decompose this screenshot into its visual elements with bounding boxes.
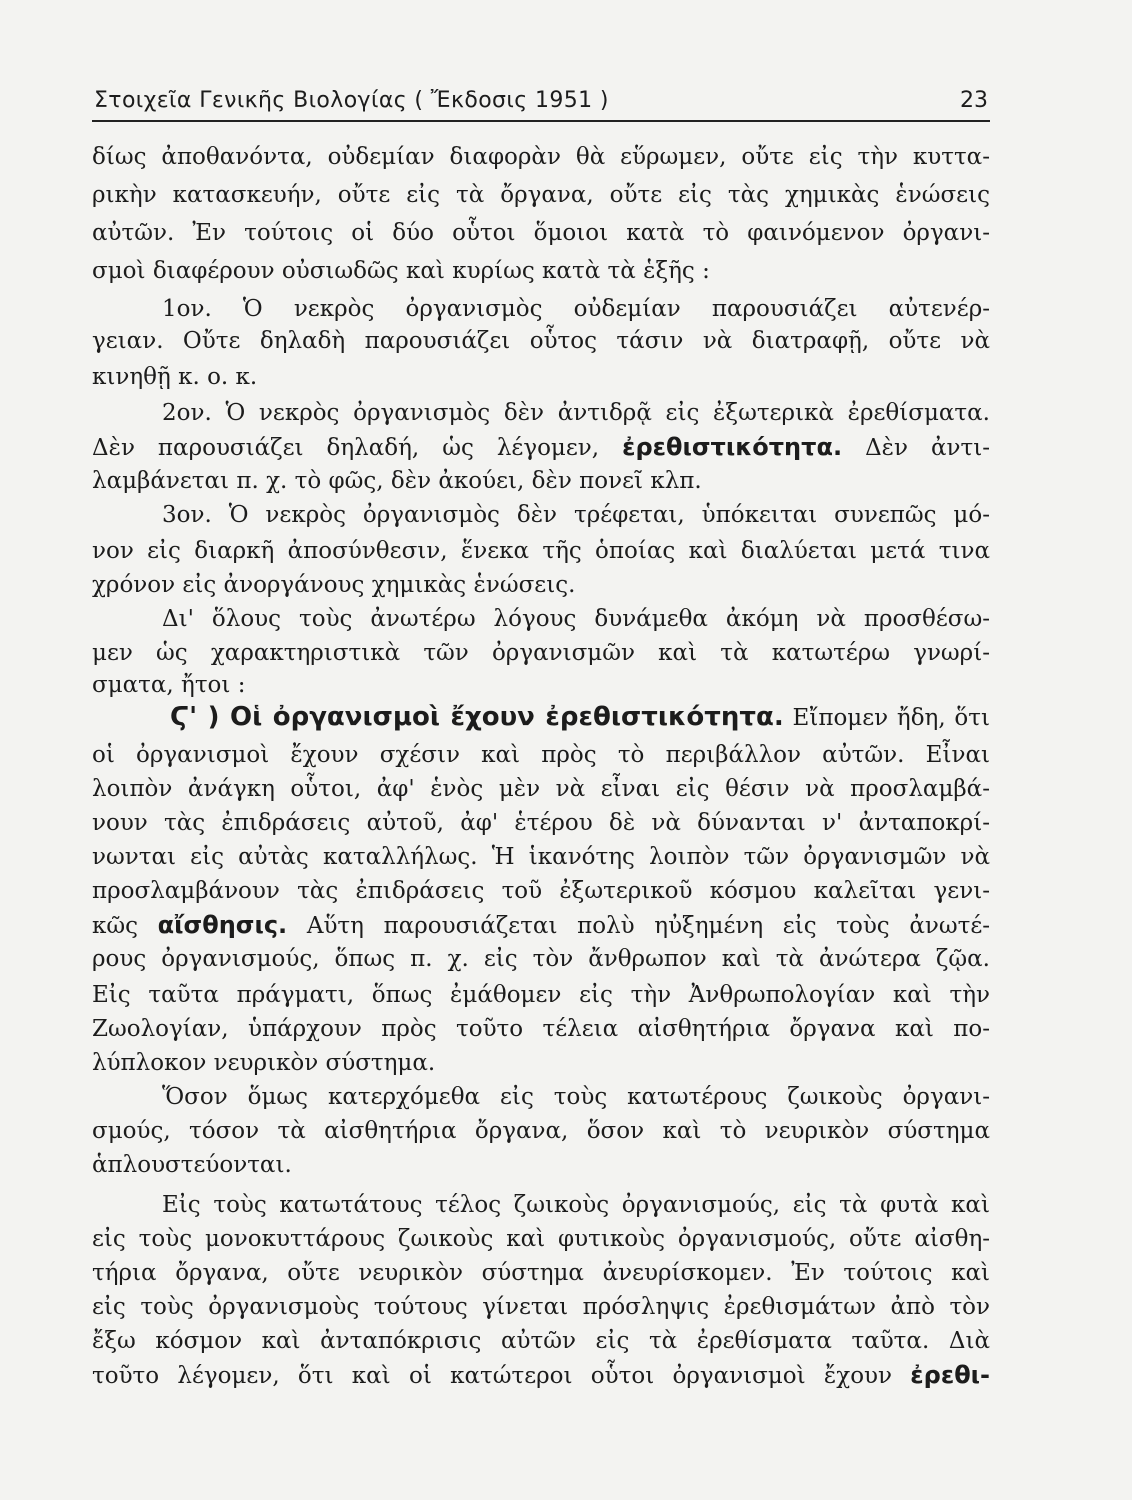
text-line: λύπλοκον νευρικὸν σύστημα. (92, 1050, 436, 1076)
text-line (92, 432, 990, 463)
text-line: ἁπλουστεύονται. (92, 1152, 292, 1178)
text-line (92, 910, 990, 941)
text-run: Δὲν παρουσιάζει δηλαδή, ὡς λέγομεν, (92, 435, 600, 461)
text-run: τοῦτο λέγομεν, ὅτι καὶ οἱ κατώτεροι οὗτοι ὀργανισμοὶ ἔχουν (92, 1363, 893, 1389)
emphasis-term: αἴσθησις. (157, 911, 288, 939)
text-line: εἰς τοὺς μονοκυττάρους ζωικοὺς καὶ φυτικοὺς ὀργανισμούς, οὔτε αἰσθη- (92, 1226, 990, 1252)
text-line: σμοὶ διαφέρουν οὐσιωδῶς καὶ κυρίως κατὰ τὰ ἑξῆς : (92, 258, 710, 284)
running-header (92, 86, 990, 122)
text-line: αὐτῶν. Ἐν τούτοις οἱ δύο οὗτοι ὅμοιοι κατὰ τὸ φαινόμενον ὀργανι- (92, 220, 990, 246)
page-number: 23 (960, 88, 988, 113)
text-line: λαμβάνεται π. χ. τὸ φῶς, δὲν ἀκούει, δὲν πονεῖ κλπ. (92, 468, 702, 494)
section-heading-line (170, 702, 990, 733)
text-line: εἰς τοὺς ὀργανισμοὺς τούτους γίνεται πρόσληψις ἐρεθισμάτων ἀπὸ τὸν (92, 1294, 990, 1320)
text-line: οἱ ὀργανισμοὶ ἔχουν σχέσιν καὶ πρὸς τὸ περιβάλλον αὐτῶν. Εἶναι (92, 742, 990, 768)
text-line: νωνται εἰς αὐτὰς καταλλήλως. Ἡ ἱκανότης λοιπὸν τῶν ὀργανισμῶν νὰ (92, 844, 990, 870)
text-line: Δι' ὅλους τοὺς ἀνωτέρω λόγους δυνάμεθα ἀκόμη νὰ προσθέσω- (162, 606, 990, 632)
emphasis-term: ἐρεθιστικότητα. (622, 433, 843, 461)
text-run: Εἴπομεν ἤδη, ὅτι (792, 705, 991, 731)
text-line: τήρια ὄργανα, οὔτε νευρικὸν σύστημα ἀνευρίσκομεν. Ἐν τούτοις καὶ (92, 1260, 990, 1286)
text-run: Δὲν ἀντι- (865, 435, 991, 461)
emphasis-term: ἐρεθι- (910, 1361, 990, 1389)
text-line: Εἰς τοὺς κατωτάτους τέλος ζωικοὺς ὀργανισμούς, εἰς τὰ φυτὰ καὶ (162, 1192, 990, 1218)
text-line: Εἰς ταῦτα πράγματι, ὅπως ἐμάθομεν εἰς τὴν Ἀνθρωπολογίαν καὶ τὴν (92, 982, 990, 1008)
text-line: χρόνον εἰς ἀνοργάνους χημικὰς ἑνώσεις. (92, 572, 576, 598)
text-line: λοιπὸν ἀνάγκη οὗτοι, ἀφ' ἑνὸς μὲν νὰ εἶναι εἰς θέσιν νὰ προσλαμβά- (92, 776, 990, 802)
text-line (92, 1360, 990, 1391)
section-heading: Ϛ' ) Οἱ ὀργανισμοὶ ἔχουν ἐρεθιστικότητα. (170, 702, 784, 732)
running-title: Στοιχεῖα Γενικῆς Βιολογίας ( Ἔκδοσις 1951 ) (94, 88, 609, 113)
text-line: 3ον. Ὁ νεκρὸς ὀργανισμὸς δὲν τρέφεται, ὑπόκειται συνεπῶς μό- (162, 502, 990, 528)
text-line: γειαν. Οὔτε δηλαδὴ παρουσιάζει οὗτος τάσιν νὰ διατραφῇ, οὔτε νὰ (92, 328, 990, 354)
text-line: νον εἰς διαρκῆ ἀποσύνθεσιν, ἕνεκα τῆς ὁποίας καὶ διαλύεται μετά τινα (92, 538, 990, 564)
text-line: κινηθῇ κ. ο. κ. (92, 364, 258, 390)
text-line: προσλαμβάνουν τὰς ἐπιδράσεις τοῦ ἐξωτερικοῦ κόσμου καλεῖται γενι- (92, 878, 990, 904)
text-line: Ζωολογίαν, ὑπάρχουν πρὸς τοῦτο τέλεια αἰσθητήρια ὄργανα καὶ πο- (92, 1016, 990, 1042)
text-line: 1ον. Ὁ νεκρὸς ὀργανισμὸς οὐδεμίαν παρουσιάζει αὐτενέρ- (162, 296, 990, 322)
text-line: σμούς, τόσον τὰ αἰσθητήρια ὄργανα, ὅσον καὶ τὸ νευρικὸν σύστημα (92, 1118, 990, 1144)
text-line: 2ον. Ὁ νεκρὸς ὀργανισμὸς δὲν ἀντιδρᾷ εἰς ἐξωτερικὰ ἐρεθίσματα. (162, 400, 990, 426)
text-line: Ὅσον ὅμως κατερχόμεθα εἰς τοὺς κατωτέρους ζωικοὺς ὀργανι- (162, 1084, 990, 1110)
text-line: ρικὴν κατασκευήν, οὔτε εἰς τὰ ὄργανα, οὔτε εἰς τὰς χημικὰς ἑνώσεις (92, 182, 990, 208)
text-run: κῶς (92, 913, 139, 939)
text-line: ρους ὀργανισμούς, ὅπως π. χ. εἰς τὸν ἄνθρωπον καὶ τὰ ἀνώτερα ζῷα. (92, 946, 990, 972)
text-line: ἔξω κόσμον καὶ ἀνταπόκρισις αὐτῶν εἰς τὰ ἐρεθίσματα ταῦτα. Διὰ (92, 1328, 990, 1354)
text-line: μεν ὡς χαρακτηριστικὰ τῶν ὀργανισμῶν καὶ τὰ κατωτέρω γνωρί- (92, 640, 990, 666)
text-line: δίως ἀποθανόντα, οὐδεμίαν διαφορὰν θὰ εὕρωμεν, οὔτε εἰς τὴν κυττα- (92, 144, 990, 170)
text-run: Αὕτη παρουσιάζεται πολὺ ηὐξημένη εἰς τοὺς ἀνωτέ- (306, 913, 991, 939)
text-line: σματα, ἤτοι : (92, 672, 246, 698)
text-line: νουν τὰς ἐπιδράσεις αὐτοῦ, ἀφ' ἑτέρου δὲ νὰ δύνανται ν' ἀνταποκρί- (92, 810, 990, 836)
